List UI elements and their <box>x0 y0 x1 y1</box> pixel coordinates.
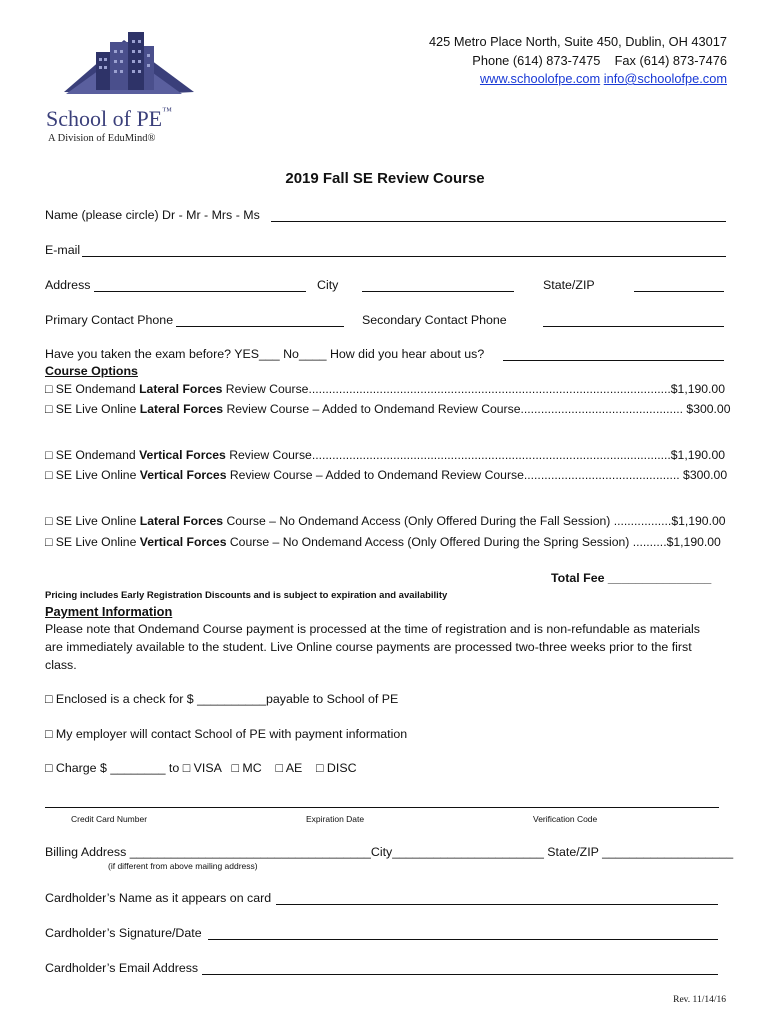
cardholder-name-field[interactable] <box>276 904 718 905</box>
option-price: $300.00 <box>679 468 728 482</box>
payment-heading: Payment Information <box>45 604 173 619</box>
email-field[interactable] <box>82 256 726 257</box>
course-option[interactable] <box>45 382 725 396</box>
page-title: 2019 Fall SE Review Course <box>285 170 485 187</box>
statezip-field[interactable] <box>634 291 724 292</box>
billing-address-line[interactable]: Billing Address ___________________________________City______________________ State/ZIP ___________________ <box>45 845 734 859</box>
verif-code-label: Verification Code <box>533 814 598 824</box>
email-link[interactable]: info@schoolofpe.com <box>603 71 727 86</box>
cardholder-name-label: Cardholder’s Name as it appears on card <box>45 891 272 905</box>
contact-address: 425 Metro Place North, Suite 450, Dublin, OH 43017 <box>428 34 727 49</box>
cardholder-email-label: Cardholder’s Email Address <box>45 961 199 975</box>
secondary-phone-field[interactable] <box>543 326 724 327</box>
option-bold: Lateral Forces <box>139 514 224 528</box>
contact-phone: Phone (614) 873-7475 Fax (614) 873-7476 <box>472 53 727 68</box>
option-bold: Vertical Forces <box>139 448 226 462</box>
option-bold: Lateral Forces <box>139 382 223 396</box>
option-text: Review Course <box>222 382 309 396</box>
option-text: Review Course – Added to Ondemand Review Course <box>223 402 521 416</box>
option-dots: .............................................. <box>523 468 680 482</box>
city-label: City <box>317 278 339 292</box>
logo-tm: ™ <box>162 106 172 117</box>
option-prefix: □ SE Ondemand <box>45 382 140 396</box>
option-prefix: □ SE Ondemand <box>45 448 140 462</box>
option-price: $1,190.00 <box>666 535 721 549</box>
cc-number-label: Credit Card Number <box>71 814 148 824</box>
pricing-note: Pricing includes Early Registration Discounts and is subject to expiration and availability <box>45 590 448 601</box>
website-link[interactable]: www.schoolofpe.com <box>479 71 601 86</box>
logo-division: A Division of EduMind® <box>48 133 156 144</box>
credit-card-line[interactable] <box>45 807 719 808</box>
option-price: $300.00 <box>683 402 731 416</box>
cardholder-email-field[interactable] <box>202 974 718 975</box>
name-label: Name (please circle) Dr - Mr - Mrs - Ms <box>45 208 260 222</box>
primary-phone-field[interactable] <box>176 326 344 327</box>
option-price: $1,190.00 <box>670 448 726 462</box>
cardholder-sig-field[interactable] <box>208 939 718 940</box>
option-dots: ................................................ <box>520 402 684 416</box>
course-option[interactable] <box>45 535 721 549</box>
payment-para-line2: are immediately available to the student. Live Online course payments are processed two-three weeks prior to the first <box>45 640 692 654</box>
employer-option[interactable]: □ My employer will contact School of PE with payment information <box>45 727 408 741</box>
statezip-label: State/ZIP <box>543 278 595 292</box>
course-option[interactable] <box>45 514 726 528</box>
payment-para-line3: class. <box>45 658 77 672</box>
option-prefix: □ SE Live Online <box>45 535 140 549</box>
course-option[interactable] <box>45 402 731 416</box>
option-text: Review Course – Added to Ondemand Review Course <box>226 468 524 482</box>
course-option[interactable] <box>45 468 727 482</box>
contact-web-email <box>480 71 727 86</box>
exam-question: Have you taken the exam before? YES___ No____ How did you hear about us? <box>45 347 485 361</box>
city-field[interactable] <box>362 291 514 292</box>
logo <box>44 22 194 152</box>
option-prefix: □ SE Live Online <box>45 468 140 482</box>
logo-name-text: School of PE <box>46 106 163 131</box>
option-prefix: □ SE Live Online <box>45 514 140 528</box>
option-price: $1,190.00 <box>670 382 725 396</box>
hear-about-field[interactable] <box>503 360 724 361</box>
exp-date-label: Expiration Date <box>306 814 365 824</box>
payment-para-line1: Please note that Ondemand Course payment is processed at the time of registration and is non-refundable as materials <box>45 622 701 636</box>
name-field[interactable] <box>271 221 726 222</box>
course-options-heading: Course Options <box>45 364 138 378</box>
charge-option[interactable]: □ Charge $ ________ to □ VISA □ MC □ AE □ DISC <box>45 761 357 775</box>
secondary-phone-label: Secondary Contact Phone <box>362 313 507 327</box>
option-dots: ........................................................................................................... <box>308 382 671 396</box>
course-option[interactable] <box>45 448 725 462</box>
option-price: $1,190.00 <box>671 514 726 528</box>
option-dots: ................. <box>613 514 672 528</box>
billing-note: (if different from above mailing address) <box>108 861 258 871</box>
option-prefix: □ SE Live Online <box>45 402 140 416</box>
option-text: Course – No Ondemand Access (Only Offered During the Fall Session) <box>223 514 614 528</box>
option-bold: Lateral Forces <box>139 402 224 416</box>
option-text: Review Course <box>225 448 312 462</box>
address-field[interactable] <box>94 291 306 292</box>
address-label: Address <box>45 278 91 292</box>
check-option[interactable]: □ Enclosed is a check for $ __________payable to School of PE <box>45 692 399 706</box>
logo-name <box>46 106 172 132</box>
revision-note: Rev. 11/14/16 <box>673 995 726 1005</box>
option-dots: .......................................................................................................... <box>311 448 671 462</box>
cardholder-sig-label: Cardholder’s Signature/Date <box>45 926 202 940</box>
option-dots: .......... <box>632 535 667 549</box>
option-text: Course – No Ondemand Access (Only Offered During the Spring Session) <box>226 535 633 549</box>
primary-phone-label: Primary Contact Phone <box>45 313 174 327</box>
option-bold: Vertical Forces <box>139 535 227 549</box>
total-fee[interactable]: Total Fee _______________ <box>551 571 712 585</box>
email-label: E-mail <box>45 243 81 257</box>
building-logo-icon <box>44 22 194 107</box>
option-bold: Vertical Forces <box>139 468 227 482</box>
